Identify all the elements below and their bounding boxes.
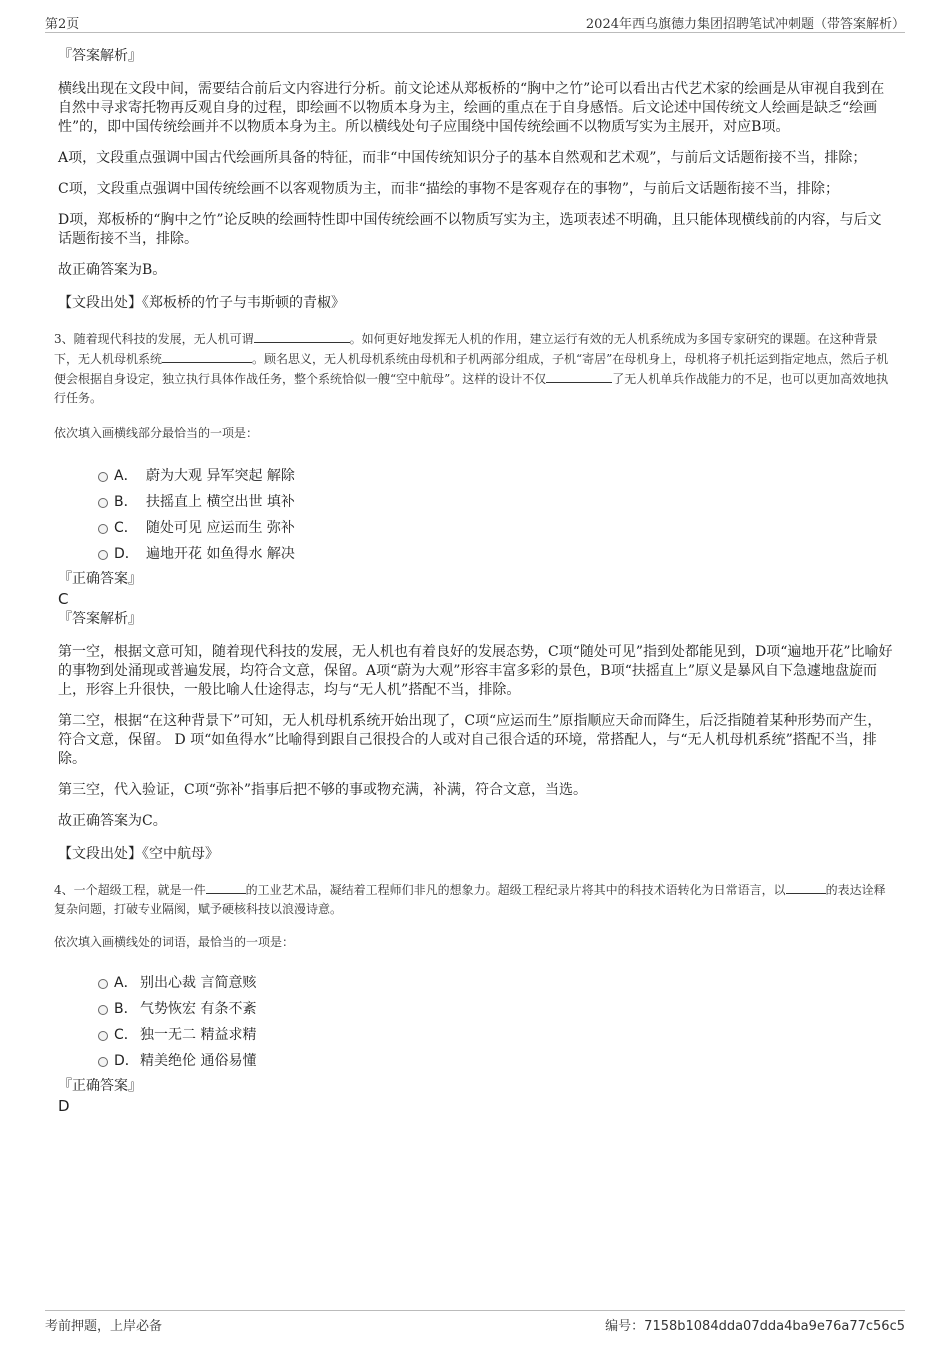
conclusion: 故正确答案为B。: [58, 262, 167, 278]
conclusion: 故正确答案为C。: [58, 813, 167, 829]
option-d[interactable]: D． 精美绝伦 通俗易懂: [58, 1048, 893, 1074]
blank: [254, 329, 350, 343]
correct-answer-heading: 『正确答案』: [58, 1078, 142, 1094]
analysis-heading: 『答案解析』: [58, 48, 142, 64]
radio-button[interactable]: [98, 1057, 108, 1067]
footer-slogan: 考前押题，上岸必备: [45, 1319, 163, 1334]
option-c[interactable]: C． 随处可见 应运而生 弥补: [58, 515, 893, 541]
analysis-paragraph: 横线出现在文段中间，需要结合前后文内容进行分析。前文论述从郑板桥的“胸中之竹”论可以看出古代艺术家的绘画是从审视自我到在自然中寻求寄托物再反观自身的过程，即绘画不以物质本身为主，绘画的重点在于自身感悟。后文论述中国传统文人绘画是缺乏“绘画性”的，即中国传统绘画并不以物质本身为主。所以横线处句子应围绕中国传统绘画不以物质写实为主展开，对应B项。: [58, 81, 885, 135]
blank: [546, 369, 612, 383]
analysis-heading: 『答案解析』: [58, 611, 142, 627]
radio-button[interactable]: [98, 524, 108, 534]
question-4-prompt: 依次填入画横线处的词语，最恰当的一项是：: [54, 935, 295, 949]
document-code: 编号：7158b1084dda07dda4ba9e76a77c56c5: [605, 1319, 905, 1334]
radio-button[interactable]: [98, 472, 108, 482]
page-footer: [45, 1310, 905, 1341]
radio-button[interactable]: [98, 1031, 108, 1041]
analysis-paragraph: C项，文段重点强调中国传统绘画不以客观物质为主，而非“描绘的事物不是客观存在的事物”，与前后文话题衔接不当，排除；: [58, 181, 840, 197]
option-b[interactable]: B． 气势恢宏 有条不紊: [58, 996, 893, 1022]
option-c[interactable]: C． 独一无二 精益求精: [58, 1022, 893, 1048]
page-header: [45, 10, 905, 33]
option-b[interactable]: B． 扶摇直上 横空出世 填补: [58, 489, 893, 515]
radio-button[interactable]: [98, 498, 108, 508]
question-3-options: [58, 463, 893, 567]
analysis-paragraph: 第三空，代入验证，C项“弥补”指事后把不够的事或物充满，补满，符合文意，当选。: [58, 782, 588, 798]
option-d[interactable]: D． 遍地开花 如鱼得水 解决: [58, 541, 893, 567]
option-a[interactable]: A． 蔚为大观 异军突起 解除: [58, 463, 893, 489]
correct-answer: C: [58, 590, 69, 608]
blank: [786, 880, 826, 894]
radio-button[interactable]: [98, 979, 108, 989]
question-4-stem: 4、一个超级工程，就是一件 的工业艺术品，凝结着工程师们非凡的想象力。超级工程纪录片将其中的科技术语转化为日常语言，以 的表达诠释复杂问题，打破专业隔阂，赋予硬核科技以浪漫诗意。: [54, 880, 893, 919]
radio-button[interactable]: [98, 550, 108, 560]
radio-button[interactable]: [98, 1005, 108, 1015]
page-number: 第2页: [45, 17, 80, 32]
question-4-options: [58, 970, 893, 1074]
document-title: 2024年西乌旗德力集团招聘笔试冲刺题（带答案解析）: [585, 17, 905, 32]
correct-answer-heading: 『正确答案』: [58, 571, 142, 587]
blank: [162, 349, 252, 363]
analysis-paragraph: A项，文段重点强调中国古代绘画所具备的特征，而非“中国传统知识分子的基本自然观和艺术观”，与前后文话题衔接不当，排除；: [58, 150, 867, 166]
correct-answer: D: [58, 1097, 70, 1115]
question-3-prompt: 依次填入画横线部分最恰当的一项是：: [54, 426, 259, 440]
blank: [206, 880, 246, 894]
document-content: [54, 44, 893, 1116]
analysis-paragraph: 第二空，根据“在这种背景下”可知，无人机母机系统开始出现了，C项“应运而生”原指顺应天命而降生，后泛指随着某种形势而产生，符合文意，保留。 D 项“如鱼得水”比喻得到跟自己很投合的人或对自己很合适的环境，常搭配人，与“无人机母机系统”搭配不当，排除。: [58, 713, 882, 767]
analysis-paragraph: D项，郑板桥的“胸中之竹”论反映的绘画特性即中国传统绘画不以物质写实为主，选项表述不明确，且只能体现横线前的内容，与后文话题衔接不当，排除。: [58, 212, 882, 247]
source-citation: 【文段出处】《空中航母》: [58, 846, 219, 862]
option-a[interactable]: A． 别出心裁 言简意赅: [58, 970, 893, 996]
analysis-paragraph: 第一空，根据文意可知，随着现代科技的发展，无人机也有着良好的发展态势，C项“随处可见”指到处都能见到，D项“遍地开花”比喻好的事物到处涌现或普遍发展，均符合文意，保留。A项“蔚为大观”形容丰富多彩的景色，B项“扶摇直上”原义是暴风自下急遽地盘旋而上，形容上升很快，一般比喻人仕途得志，均与“无人机”搭配不当，排除。: [58, 644, 893, 698]
source-citation: 【文段出处】《郑板桥的竹子与韦斯顿的青椒》: [58, 295, 345, 311]
question-3-stem: 3、随着现代科技的发展，无人机可谓 。如何更好地发挥无人机的作用，建立运行有效的无人机系统成为多国专家研究的课题。在这种背景下，无人机母机系统 。顾名思义，无人机母机系统由母机和子机两部分组成，子机“寄居”在母机身上，母机将子机托运到指定地点，然后子机便会根据自身设定，独立执行具体作战任务，整个系统恰似一艘“空中航母”。这样的设计不仅 了无人机单兵作战能力的不足，也可以更加高效地执行任务。: [54, 329, 893, 408]
